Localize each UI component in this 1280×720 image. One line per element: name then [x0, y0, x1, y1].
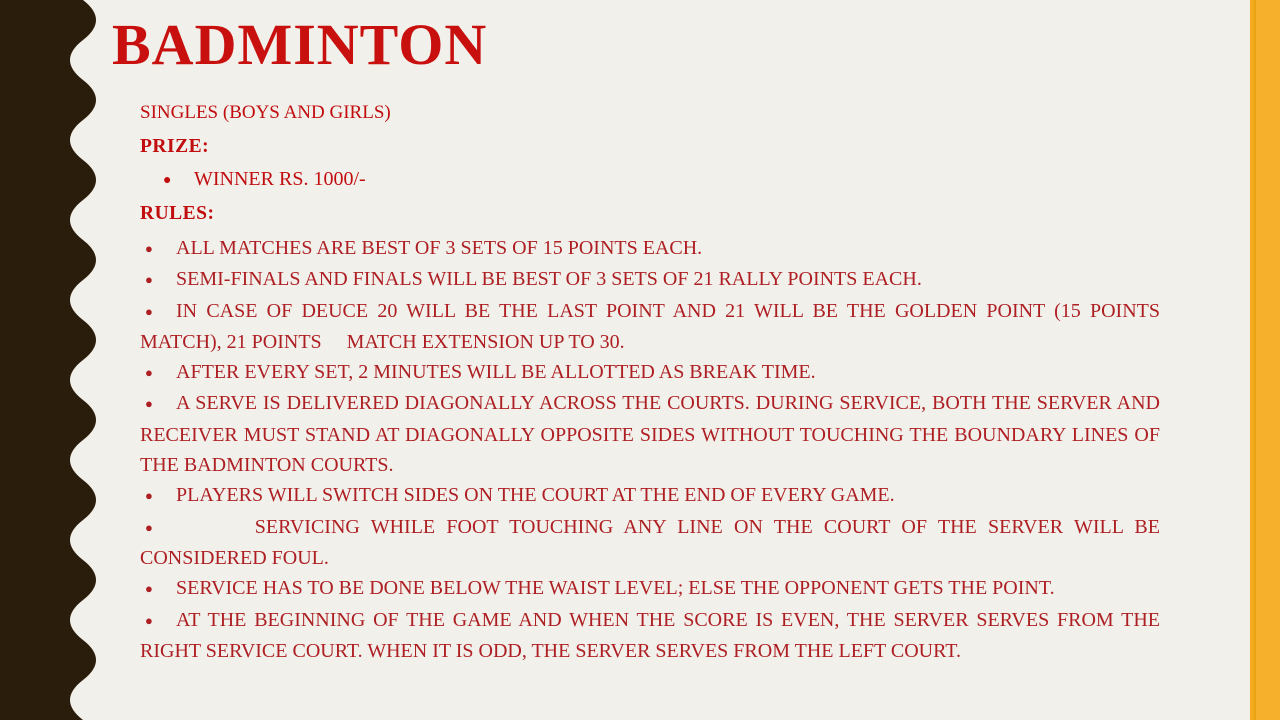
bullet-icon: ●: [145, 241, 153, 256]
rule-item: [140, 233, 1160, 264]
bullet-icon: ●: [145, 303, 153, 319]
prize-item-text: WINNER RS. 1000/-: [194, 168, 366, 190]
rule-item: [140, 573, 1160, 604]
bullet-icon: ●: [145, 396, 153, 412]
rule-text: A SERVE IS DELIVERED DIAGONALLY ACROSS THE COURTS. DURING SERVICE, BOTH THE SERVER AND RECEIVER MUST STAND AT DIAGONALLY OPPOSITE SIDES WITHOUT TOUCHING THE BOUNDARY LINES OF THE BADMINTON COURTS.: [140, 392, 1160, 477]
rule-text: SEMI-FINALS AND FINALS WILL BE BEST OF 3 SETS OF 21 RALLY POINTS EACH.: [176, 268, 922, 291]
rules-heading: RULES:: [140, 203, 215, 224]
bullet-icon: ●: [145, 581, 153, 597]
rule-text: IN CASE OF DEUCE 20 WILL BE THE LAST POINT AND 21 WILL BE THE GOLDEN POINT (15 POINTS MATCH), 21 POINTS MATCH EXTENSION UP TO 30.: [140, 299, 1160, 353]
rule-text: AT THE BEGINNING OF THE GAME AND WHEN THE SCORE IS EVEN, THE SERVER SERVES FROM THE RIGHT SERVICE COURT. WHEN IT IS ODD, THE SERVER SERVES FROM THE LEFT COURT.: [140, 608, 1160, 662]
bullet-icon: ●: [145, 488, 153, 504]
rule-item: [140, 605, 1160, 667]
rule-item: [140, 388, 1160, 480]
rules-list: [140, 233, 1160, 666]
bullet-icon: ●: [145, 365, 153, 381]
rule-text: PLAYERS WILL SWITCH SIDES ON THE COURT AT THE END OF EVERY GAME.: [176, 484, 895, 507]
rule-item: [140, 512, 1160, 574]
subtitle: SINGLES (BOYS AND GIRLS): [140, 102, 391, 123]
bullet-icon: ●: [145, 272, 153, 288]
rule-item: [140, 357, 1160, 388]
rule-item: [140, 264, 1160, 295]
bullet-icon: ●: [163, 173, 172, 188]
rule-text: ALL MATCHES ARE BEST OF 3 SETS OF 15 POINTS EACH.: [176, 237, 703, 259]
rule-item: [140, 480, 1160, 511]
prize-item: [161, 168, 366, 191]
rule-text: AFTER EVERY SET, 2 MINUTES WILL BE ALLOTTED AS BREAK TIME.: [176, 361, 816, 384]
rule-text: SERVICE HAS TO BE DONE BELOW THE WAIST LEVEL; ELSE THE OPPONENT GETS THE POINT.: [176, 577, 1055, 600]
bullet-icon: ●: [145, 612, 153, 628]
bullet-icon: ●: [145, 519, 153, 535]
rule-text: SERVICING WHILE FOOT TOUCHING ANY LINE ON THE COURT OF THE SERVER WILL BE CONSIDERED FOUL.: [140, 515, 1160, 569]
slide-title: BADMINTON: [112, 12, 488, 77]
wavy-left-band-decoration: [0, 0, 110, 720]
orange-right-stripe-decoration: [1250, 0, 1280, 720]
rule-item: [140, 296, 1160, 358]
prize-heading: PRIZE:: [140, 136, 210, 157]
